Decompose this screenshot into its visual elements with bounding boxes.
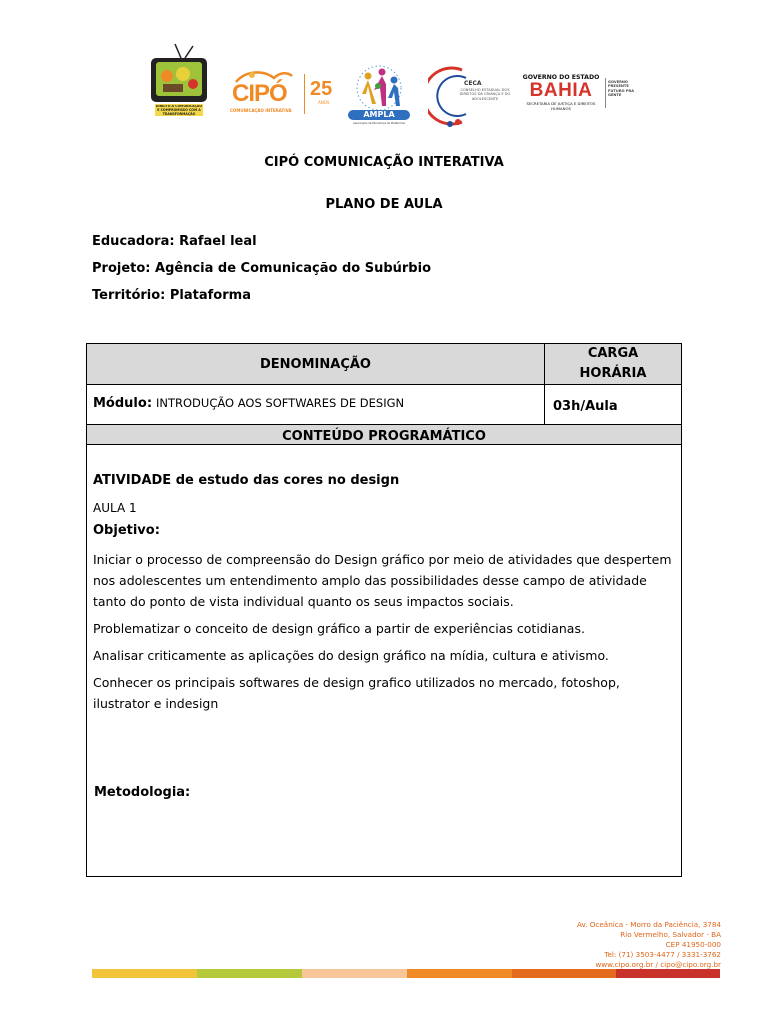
metodologia-label: Metodologia:	[94, 785, 191, 800]
modulo-cell	[87, 385, 545, 425]
carga-value: 03h/Aula	[553, 399, 618, 414]
denominacao-header: DENOMINAÇÃO	[260, 356, 371, 372]
cipo-logo-text: CIPÓ	[232, 80, 287, 107]
footer-bar-segment-yellow	[92, 969, 197, 978]
footer-address	[521, 920, 721, 970]
footer-address-line1: Av. Oceânica - Morro da Paciência, 3784	[577, 920, 721, 929]
ampla-people-icon	[348, 62, 410, 116]
tv-logo	[145, 42, 213, 130]
bahia-subtitle: SECRETARIA DE JUSTIÇA E DIREITOS HUMANOS	[526, 101, 596, 111]
bahia-government-logo	[520, 74, 638, 120]
footer-bar-segment-deep-orange	[512, 969, 616, 978]
modulo-label: Módulo:	[93, 396, 153, 411]
bahia-side-divider	[605, 78, 606, 108]
carga-header-line2: HORÁRIA	[579, 366, 647, 381]
objective-paragraph-2: Problematizar o conceito de design gráfico a partir de experiências cotidianas.	[93, 621, 585, 636]
logo-divider	[304, 74, 305, 114]
educator-line: Educadora: Rafael leal	[92, 234, 257, 249]
organization-title: CIPÓ COMUNICAÇÃO INTERATIVA	[264, 155, 504, 170]
tv-logo-caption: DIREITO À COMUNICAÇÃO E COMPROMISSO COM A TRANSFORMAÇÃO	[155, 105, 203, 116]
ampla-logo	[348, 62, 410, 130]
footer-address-line5: www.cipo.org.br / cipo@cipo.org.br	[595, 960, 721, 969]
footer-bar-segment-peach	[302, 969, 407, 978]
document-title: PLANO DE AULA	[325, 197, 443, 212]
cipo-years-number: 25	[310, 78, 333, 100]
tv-icon	[145, 42, 213, 130]
ceca-logo-subtitle: CONSELHO ESTADUAL DOS DIREITOS DA CRIANÇA E DO ADOLESCENTE	[459, 88, 511, 101]
partner-logos	[140, 40, 640, 132]
footer-bar-segment-red	[616, 969, 720, 978]
lesson-plan-table	[86, 343, 682, 877]
ampla-logo-text: AMPLA	[348, 110, 410, 120]
objective-paragraph-3: Analisar criticamente as aplicações do design gráfico na mídia, cultura e ativismo.	[93, 648, 609, 663]
footer-address-line2: Rio Vermelho, Salvador - BA	[620, 930, 721, 939]
denominacao-header-cell	[87, 344, 545, 385]
activity-title: ATIVIDADE de estudo das cores no design	[93, 473, 400, 488]
conteudo-body	[87, 445, 681, 876]
bahia-side-text: GOVERNO PRESENTE FUTURO PRA GENTE	[608, 80, 634, 98]
footer-bar-segment-orange	[407, 969, 512, 978]
cipo-logo	[230, 70, 300, 120]
bahia-top-text: GOVERNO DO ESTADO	[522, 74, 600, 81]
carga-horaria-header-cell	[545, 344, 681, 385]
carga-header-line1: CARGA	[587, 346, 639, 361]
carga-value-cell	[545, 385, 681, 425]
territory-line: Território: Plataforma	[92, 288, 251, 303]
ampla-logo-subtitle: Associação de Moradores de Plataforma	[353, 122, 405, 125]
cipo-years-label: ANOS	[318, 100, 330, 105]
ceca-logo-text: CECA	[464, 80, 482, 87]
ceca-logo	[428, 64, 514, 128]
project-line: Projeto: Agência de Comunicação do Subúrbio	[92, 261, 432, 276]
footer-address-line3: CEP 41950-000	[665, 940, 721, 949]
aula-label: AULA 1	[93, 501, 137, 515]
conteudo-header: CONTEÚDO PROGRAMÁTICO	[282, 429, 486, 444]
objective-paragraph-1: Iniciar o processo de compreensão do Design gráfico por meio de atividades que despertem nos adolescentes um entendimento amplo das possibilidades desse campo de atividade tanto do ponto de vista individual quanto os seus impactos sociais.	[93, 552, 672, 609]
modulo-value: INTRODUÇÃO AOS SOFTWARES DE DESIGN	[156, 396, 405, 410]
footer-address-line4: Tel: (71) 3503-4477 / 3331-3762	[604, 950, 721, 959]
conteudo-header-cell	[87, 425, 681, 445]
footer-bar-segment-green	[197, 969, 302, 978]
objetivo-label: Objetivo:	[93, 523, 160, 538]
cipo-logo-subtitle: COMUNICAÇÃO INTERATIVA	[230, 108, 292, 113]
bahia-main-text: BAHIA	[529, 80, 593, 101]
cipo-25-years	[310, 78, 342, 114]
objective-paragraph-4: Conhecer os principais softwares de design grafico utilizados no mercado, fotoshop, ilustrator e indesign	[93, 675, 620, 711]
